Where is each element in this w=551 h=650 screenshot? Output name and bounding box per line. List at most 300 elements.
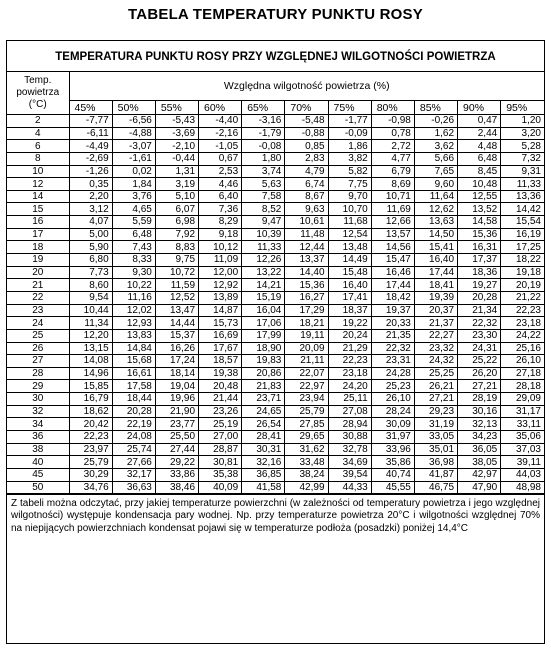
dew-point-cell: 23,31: [371, 355, 414, 368]
dew-point-cell: 17,24: [155, 355, 198, 368]
dew-point-cell: 6,48: [458, 152, 501, 165]
dew-point-cell: -5,48: [285, 115, 328, 128]
dew-point-cell: 25,50: [155, 431, 198, 444]
table-row: [7, 216, 544, 229]
table-row: [7, 481, 544, 494]
dew-point-cell: 6,48: [112, 228, 155, 241]
dew-point-cell: 24,20: [328, 380, 371, 393]
table-row: [7, 456, 544, 469]
dew-point-cell: 41,58: [242, 481, 285, 494]
dew-point-cell: 33,86: [155, 468, 198, 481]
dew-point-cell: 42,99: [285, 481, 328, 494]
dew-point-cell: 5,66: [414, 152, 457, 165]
table-row: [7, 140, 544, 153]
dew-point-cell: 14,96: [69, 367, 112, 380]
dew-point-cell: 5,10: [155, 190, 198, 203]
dew-point-cell: 14,44: [155, 317, 198, 330]
dew-point-cell: 47,90: [458, 481, 501, 494]
dew-point-cell: 16,69: [199, 329, 242, 342]
dew-point-cell: 19,39: [414, 291, 457, 304]
dew-point-cell: 2,53: [199, 165, 242, 178]
dew-point-cell: 9,60: [414, 178, 457, 191]
dew-point-cell: -1,61: [112, 152, 155, 165]
dew-point-cell: 21,44: [199, 393, 242, 406]
dew-point-cell: 19,18: [501, 266, 544, 279]
dew-point-cell: 27,00: [199, 431, 242, 444]
dew-point-cell: 16,04: [242, 304, 285, 317]
humidity-column-header: 95%: [501, 101, 544, 115]
dew-point-cell: 35,01: [414, 443, 457, 456]
dew-point-cell: 23,71: [242, 393, 285, 406]
dew-point-cell: 13,36: [501, 190, 544, 203]
dew-point-cell: 2,44: [458, 127, 501, 140]
table-row: [7, 355, 544, 368]
dew-point-cell: 14,56: [371, 241, 414, 254]
dew-point-cell: 23,32: [414, 342, 457, 355]
dew-point-cell: 0,47: [458, 115, 501, 128]
dew-point-cell: 7,65: [414, 165, 457, 178]
table-row: [7, 367, 544, 380]
table-row: [7, 443, 544, 456]
dew-point-cell: 29,23: [414, 405, 457, 418]
dew-point-cell: 19,96: [155, 393, 198, 406]
temperature-cell: 29: [7, 380, 69, 393]
dew-point-cell: 25,23: [371, 380, 414, 393]
temperature-cell: 8: [7, 152, 69, 165]
dew-point-cell: 13,52: [458, 203, 501, 216]
dew-point-cell: 0,35: [69, 178, 112, 191]
temperature-cell: 14: [7, 190, 69, 203]
dew-point-cell: 11,16: [112, 291, 155, 304]
dew-point-cell: 9,18: [199, 228, 242, 241]
dew-point-cell: 37,03: [501, 443, 544, 456]
humidity-columns-row: [7, 101, 544, 115]
dew-point-cell: 31,19: [414, 418, 457, 431]
dew-point-cell: 19,37: [371, 304, 414, 317]
dew-point-cell: 12,54: [328, 228, 371, 241]
dew-point-cell: 10,71: [371, 190, 414, 203]
dew-point-cell: 12,66: [371, 216, 414, 229]
dew-point-cell: 21,29: [328, 342, 371, 355]
dew-point-cell: 16,19: [501, 228, 544, 241]
dew-point-cell: 23,26: [199, 405, 242, 418]
dew-point-cell: 26,10: [501, 355, 544, 368]
dew-point-cell: 4,79: [285, 165, 328, 178]
dew-point-cell: 9,30: [112, 266, 155, 279]
temperature-cell: 15: [7, 203, 69, 216]
dew-point-cell: 36,98: [414, 456, 457, 469]
dew-point-cell: 8,45: [458, 165, 501, 178]
dew-point-cell: 30,81: [199, 456, 242, 469]
table-row: [7, 304, 544, 317]
dew-point-cell: 20,33: [371, 317, 414, 330]
dew-point-cell: 33,05: [414, 431, 457, 444]
dew-point-cell: 18,22: [501, 254, 544, 267]
dew-point-cell: 22,07: [285, 367, 328, 380]
dew-point-cell: 23,77: [155, 418, 198, 431]
dew-point-cell: 7,75: [328, 178, 371, 191]
dew-point-cell: 34,76: [69, 481, 112, 494]
dew-point-cell: 40,74: [371, 468, 414, 481]
dew-point-cell: 0,85: [285, 140, 328, 153]
dew-point-cell: -3,16: [242, 115, 285, 128]
dew-point-cell: 20,28: [458, 291, 501, 304]
dew-point-cell: 3,20: [501, 127, 544, 140]
dew-point-cell: 28,19: [458, 393, 501, 406]
dew-point-cell: 15,54: [501, 216, 544, 229]
dew-point-cell: 35,06: [501, 431, 544, 444]
dew-point-cell: 16,46: [371, 266, 414, 279]
temperature-cell: 50: [7, 481, 69, 494]
dew-point-cell: 39,11: [501, 456, 544, 469]
dew-point-cell: -0,98: [371, 115, 414, 128]
table-row: [7, 152, 544, 165]
dew-point-cell: 44,03: [501, 468, 544, 481]
dew-point-cell: -6,56: [112, 115, 155, 128]
temperature-cell: 16: [7, 216, 69, 229]
dew-point-cell: 10,22: [112, 279, 155, 292]
dew-point-cell: 16,40: [328, 279, 371, 292]
table-row: [7, 190, 544, 203]
dew-point-cell: 28,87: [199, 443, 242, 456]
dew-point-cell: 3,74: [242, 165, 285, 178]
dew-point-cell: 11,34: [69, 317, 112, 330]
dew-point-cell: 39,54: [328, 468, 371, 481]
dew-point-cell: 15,36: [458, 228, 501, 241]
dew-point-cell: 0,78: [371, 127, 414, 140]
dew-point-cell: -0,44: [155, 152, 198, 165]
table-row: [7, 468, 544, 481]
dew-point-cell: 6,74: [285, 178, 328, 191]
dew-point-cell: 31,62: [285, 443, 328, 456]
dew-point-cell: 25,22: [458, 355, 501, 368]
table-row: [7, 279, 544, 292]
dew-point-cell: 20,09: [285, 342, 328, 355]
dew-point-cell: 9,47: [242, 216, 285, 229]
dew-point-cell: 6,98: [155, 216, 198, 229]
dew-point-cell: 17,99: [242, 329, 285, 342]
table-row: [7, 115, 544, 128]
temperature-cell: 25: [7, 329, 69, 342]
dew-point-cell: 18,36: [458, 266, 501, 279]
temperature-cell: 30: [7, 393, 69, 406]
dew-point-cell: 33,11: [501, 418, 544, 431]
dew-point-cell: 38,46: [155, 481, 198, 494]
dew-point-cell: 9,54: [69, 291, 112, 304]
dew-point-cell: 6,40: [199, 190, 242, 203]
dew-point-cell: 11,59: [155, 279, 198, 292]
dew-point-cell: 1,84: [112, 178, 155, 191]
dew-point-cell: 11,09: [199, 254, 242, 267]
dew-point-cell: 30,31: [242, 443, 285, 456]
dew-point-cell: 17,44: [371, 279, 414, 292]
dew-point-cell: 27,21: [414, 393, 457, 406]
dew-point-cell: 19,83: [242, 355, 285, 368]
table-row: [7, 165, 544, 178]
dew-point-cell: 20,24: [328, 329, 371, 342]
temperature-cell: 23: [7, 304, 69, 317]
table-row: [7, 228, 544, 241]
dew-point-cell: 33,48: [285, 456, 328, 469]
table-row: [7, 405, 544, 418]
dew-point-cell: 17,41: [328, 291, 371, 304]
dew-point-cell: 20,42: [69, 418, 112, 431]
dew-point-cell: 35,86: [371, 456, 414, 469]
dew-point-cell: 15,37: [155, 329, 198, 342]
header-row: [7, 72, 544, 101]
dew-point-cell: 17,44: [414, 266, 457, 279]
temperature-column-header: [7, 72, 69, 115]
dew-point-cell: 10,44: [69, 304, 112, 317]
dew-point-cell: 32,78: [328, 443, 371, 456]
dew-point-cell: 28,18: [501, 380, 544, 393]
dew-point-cell: 9,63: [285, 203, 328, 216]
dew-point-cell: 15,85: [69, 380, 112, 393]
table-body: [7, 115, 544, 494]
dew-point-cell: 23,18: [328, 367, 371, 380]
dew-point-cell: 13,22: [242, 266, 285, 279]
dew-point-cell: 25,11: [328, 393, 371, 406]
dew-point-cell: 1,80: [242, 152, 285, 165]
dew-point-cell: 23,30: [458, 329, 501, 342]
dew-point-cell: 16,26: [155, 342, 198, 355]
dew-point-cell: 16,79: [69, 393, 112, 406]
temperature-cell: 6: [7, 140, 69, 153]
dew-point-cell: 27,44: [155, 443, 198, 456]
dew-point-cell: 20,86: [242, 367, 285, 380]
dew-point-cell: 18,37: [328, 304, 371, 317]
dew-point-cell: 25,25: [414, 367, 457, 380]
dew-point-cell: 18,90: [242, 342, 285, 355]
dew-point-cell: -7,77: [69, 115, 112, 128]
dew-point-cell: 21,35: [371, 329, 414, 342]
dew-point-cell: 8,67: [285, 190, 328, 203]
dew-point-cell: 20,37: [414, 304, 457, 317]
dew-point-cell: 20,28: [112, 405, 155, 418]
dew-point-cell: -2,16: [199, 127, 242, 140]
dew-point-cell: 14,40: [285, 266, 328, 279]
dew-point-cell: 22,23: [69, 431, 112, 444]
humidity-group-header: Względna wilgotność powietrza (%): [69, 72, 544, 101]
dew-point-cell: 1,20: [501, 115, 544, 128]
temperature-cell: 10: [7, 165, 69, 178]
dew-point-cell: 32,16: [242, 456, 285, 469]
dew-point-cell: 11,48: [285, 228, 328, 241]
table-row: [7, 342, 544, 355]
table-row: [7, 317, 544, 330]
dew-point-cell: 44,33: [328, 481, 371, 494]
dew-point-cell: -4,49: [69, 140, 112, 153]
temperature-header-line2: powietrza: [16, 87, 60, 98]
humidity-column-header: 60%: [199, 101, 242, 115]
table-row: [7, 266, 544, 279]
dew-point-cell: 31,97: [371, 431, 414, 444]
dew-point-cell: 27,66: [112, 456, 155, 469]
dew-point-cell: 8,69: [371, 178, 414, 191]
dew-point-cell: 18,44: [112, 393, 155, 406]
dew-point-cell: 27,21: [458, 380, 501, 393]
table-row: [7, 127, 544, 140]
dew-point-cell: 5,00: [69, 228, 112, 241]
dew-point-cell: 46,75: [414, 481, 457, 494]
temperature-cell: 38: [7, 443, 69, 456]
dew-point-cell: 0,02: [112, 165, 155, 178]
dew-point-cell: 19,27: [458, 279, 501, 292]
dew-point-cell: 7,43: [112, 241, 155, 254]
dew-point-cell: 26,21: [414, 380, 457, 393]
temperature-cell: 45: [7, 468, 69, 481]
dew-point-cell: -4,88: [112, 127, 155, 140]
dew-point-cell: 28,24: [371, 405, 414, 418]
table-row: [7, 393, 544, 406]
dew-point-cell: 12,02: [112, 304, 155, 317]
dew-point-cell: 25,19: [199, 418, 242, 431]
dew-point-cell: 2,20: [69, 190, 112, 203]
dew-point-cell: -1,26: [69, 165, 112, 178]
dew-point-cell: 17,25: [501, 241, 544, 254]
dew-point-cell: 41,87: [414, 468, 457, 481]
dew-point-cell: 28,94: [328, 418, 371, 431]
dew-point-cell: 32,17: [112, 468, 155, 481]
dew-point-cell: 18,62: [69, 405, 112, 418]
dew-point-cell: 15,68: [112, 355, 155, 368]
dew-point-cell: 48,98: [501, 481, 544, 494]
dew-point-cell: 30,29: [69, 468, 112, 481]
dew-point-cell: 15,36: [285, 279, 328, 292]
dew-point-cell: 22,32: [371, 342, 414, 355]
dew-point-cell: 25,74: [112, 443, 155, 456]
table-row: [7, 418, 544, 431]
dew-point-cell: 14,42: [501, 203, 544, 216]
dew-point-cell: 14,58: [458, 216, 501, 229]
dew-point-cell: 22,27: [414, 329, 457, 342]
dew-point-cell: 12,55: [458, 190, 501, 203]
dew-point-cell: 18,42: [371, 291, 414, 304]
dew-point-cell: 42,97: [458, 468, 501, 481]
dew-point-cell: 36,85: [242, 468, 285, 481]
dew-point-cell: 29,22: [155, 456, 198, 469]
dew-point-cell: 17,67: [199, 342, 242, 355]
dew-point-cell: 27,08: [328, 405, 371, 418]
dew-point-cell: 5,59: [112, 216, 155, 229]
dew-point-cell: 26,20: [458, 367, 501, 380]
dew-point-cell: 19,22: [328, 317, 371, 330]
temperature-cell: 18: [7, 241, 69, 254]
temperature-cell: 26: [7, 342, 69, 355]
dew-point-cell: 24,65: [242, 405, 285, 418]
dew-point-cell: -0,26: [414, 115, 457, 128]
dew-point-cell: 26,10: [371, 393, 414, 406]
dew-point-cell: 23,94: [285, 393, 328, 406]
dew-point-cell: 22,32: [458, 317, 501, 330]
dew-point-cell: 40,09: [199, 481, 242, 494]
dew-point-cell: 25,79: [69, 456, 112, 469]
temperature-cell: 20: [7, 266, 69, 279]
dew-point-cell: 12,00: [199, 266, 242, 279]
dew-point-cell: 4,07: [69, 216, 112, 229]
dew-point-cell: 12,93: [112, 317, 155, 330]
dew-point-cell: 10,72: [155, 266, 198, 279]
dew-point-cell: 11,69: [371, 203, 414, 216]
dew-point-cell: -0,88: [285, 127, 328, 140]
dew-point-cell: 16,40: [414, 254, 457, 267]
humidity-column-header: 85%: [414, 101, 457, 115]
table-row: [7, 431, 544, 444]
dew-point-cell: 30,09: [371, 418, 414, 431]
dew-point-cell: -0,09: [328, 127, 371, 140]
dew-point-cell: 18,14: [155, 367, 198, 380]
dew-point-cell: 2,72: [371, 140, 414, 153]
dew-point-cell: 12,92: [199, 279, 242, 292]
dew-point-cell: 3,82: [328, 152, 371, 165]
temperature-cell: 40: [7, 456, 69, 469]
table-row: [7, 203, 544, 216]
dew-point-cell: 9,70: [328, 190, 371, 203]
dew-point-cell: 31,17: [501, 405, 544, 418]
temperature-cell: 28: [7, 367, 69, 380]
table-title: TEMPERATURA PUNKTU ROSY PRZY WZGLĘDNEJ WILGOTNOŚCI POWIETRZA: [7, 41, 544, 72]
temperature-cell: 34: [7, 418, 69, 431]
dew-point-cell: 22,23: [501, 304, 544, 317]
dew-point-cell: 29,09: [501, 393, 544, 406]
dew-point-cell: 3,76: [112, 190, 155, 203]
dew-point-cell: 12,26: [242, 254, 285, 267]
dew-point-cell: 26,54: [242, 418, 285, 431]
dew-point-cell: 36,63: [112, 481, 155, 494]
humidity-column-header: 55%: [155, 101, 198, 115]
temperature-cell: 36: [7, 431, 69, 444]
dew-point-cell: 25,79: [285, 405, 328, 418]
dew-point-cell: 29,65: [285, 431, 328, 444]
dew-point-cell: 36,05: [458, 443, 501, 456]
temperature-cell: 2: [7, 115, 69, 128]
table-row: [7, 241, 544, 254]
dew-point-cell: 10,12: [199, 241, 242, 254]
dew-point-cell: 7,58: [242, 190, 285, 203]
dew-point-cell: 27,18: [501, 367, 544, 380]
dew-point-cell: 25,16: [501, 342, 544, 355]
dew-point-cell: -1,77: [328, 115, 371, 128]
dew-point-cell: 5,90: [69, 241, 112, 254]
dew-point-cell: 18,57: [199, 355, 242, 368]
dew-point-cell: 21,11: [285, 355, 328, 368]
dew-point-cell: 16,61: [112, 367, 155, 380]
dew-point-cell: 9,31: [501, 165, 544, 178]
dew-point-cell: -0,08: [242, 140, 285, 153]
dew-point-cell: 5,63: [242, 178, 285, 191]
dew-point-cell: 0,67: [199, 152, 242, 165]
dew-point-cell: 12,44: [285, 241, 328, 254]
dew-point-cell: 5,28: [501, 140, 544, 153]
dew-point-cell: 35,38: [199, 468, 242, 481]
dew-point-cell: 21,83: [242, 380, 285, 393]
dew-point-cell: 30,88: [328, 431, 371, 444]
dew-point-cell: 13,47: [155, 304, 198, 317]
dew-point-cell: 15,73: [199, 317, 242, 330]
dew-point-cell: 13,63: [414, 216, 457, 229]
dew-point-cell: 13,89: [199, 291, 242, 304]
dew-point-cell: 11,33: [501, 178, 544, 191]
dew-point-cell: -5,43: [155, 115, 198, 128]
dew-point-cell: 23,18: [501, 317, 544, 330]
temperature-cell: 27: [7, 355, 69, 368]
dew-point-cell: 16,27: [285, 291, 328, 304]
dew-point-cell: 24,22: [501, 329, 544, 342]
dew-point-cell: 4,46: [199, 178, 242, 191]
dew-point-cell: 13,83: [112, 329, 155, 342]
dew-point-cell: 10,48: [458, 178, 501, 191]
temperature-cell: 32: [7, 405, 69, 418]
